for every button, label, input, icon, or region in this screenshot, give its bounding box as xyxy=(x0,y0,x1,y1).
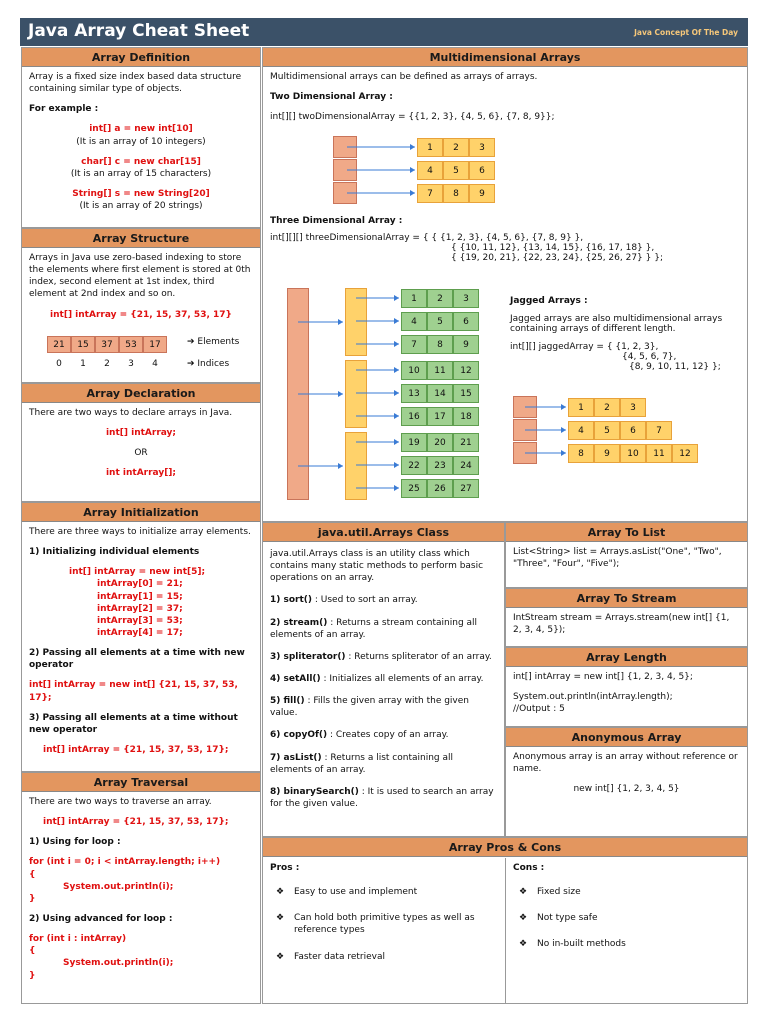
length-code: //Output : 5 xyxy=(513,704,565,715)
array-to-stream-section xyxy=(505,588,748,647)
code-line: for (int i : intArray) xyxy=(29,934,127,945)
value-cell: 9 xyxy=(453,335,479,354)
element-cell: 53 xyxy=(119,336,143,353)
method-heading: 3) Passing all elements at a time without new operator xyxy=(29,712,238,735)
value-cell: 12 xyxy=(453,361,479,380)
value-cell: 3 xyxy=(620,398,646,417)
code-line: intArray[4] = 17; xyxy=(97,627,183,638)
method-heading: 1) Using for loop : xyxy=(29,837,121,848)
code-line: { xyxy=(29,869,36,880)
pros-cons-section xyxy=(262,837,748,1004)
pros-item: ❖ Faster data retrieval xyxy=(294,951,498,963)
declaration-option: int intArray[]; xyxy=(105,468,177,479)
value-cell: 20 xyxy=(427,433,453,452)
three-dim-label: Three Dimensional Array : xyxy=(270,216,403,226)
method-heading: 1) Initializing individual elements xyxy=(29,547,200,558)
two-dim-label: Two Dimensional Array : xyxy=(270,92,393,103)
value-cell: 18 xyxy=(453,407,479,426)
or-label: OR xyxy=(134,448,148,459)
value-cell: 4 xyxy=(568,421,594,440)
anonymous-text: Anonymous array is an array without reference or name. xyxy=(513,752,738,775)
section-header: Array Length xyxy=(506,648,747,667)
method-item xyxy=(270,651,497,663)
section-header: Array To Stream xyxy=(506,589,747,608)
method-name: 2) stream() xyxy=(270,617,328,628)
method-desc: : Fills the given array with the given value. xyxy=(270,696,470,719)
page-subtitle: Java Concept Of The Day xyxy=(634,28,738,37)
code-line: int[] intArray = {21, 15, 37, 53, 17}; xyxy=(43,744,229,755)
value-cell: 6 xyxy=(453,312,479,331)
multi-text: Multidimensional arrays can be defined as arrays of arrays. xyxy=(270,72,538,82)
jagged-label: Jagged Arrays : xyxy=(510,296,588,306)
method-item xyxy=(270,594,497,606)
three-dim-code: int[][][] threeDimensionalArray = { { {1, 2, 3}, {4, 5, 6}, {7, 8, 9} }, xyxy=(270,233,584,243)
method-name: 8) binarySearch() xyxy=(270,786,359,797)
cons-item: ❖ No in-built methods xyxy=(537,938,741,950)
array-structure-section xyxy=(21,228,261,383)
value-cell: 7 xyxy=(646,421,672,440)
section-header: Array Initialization xyxy=(22,503,260,522)
value-cell: 9 xyxy=(594,444,620,463)
jagged-code: int[][] jaggedArray = { {1, 2, 3}, xyxy=(510,342,659,352)
value-cell: 11 xyxy=(646,444,672,463)
method-heading: 2) Passing all elements at a time with new operator xyxy=(29,648,245,671)
section-header: Array Traversal xyxy=(22,773,260,792)
structure-code: int[] intArray = {21, 15, 37, 53, 17} xyxy=(50,309,232,320)
pros-label: Pros : xyxy=(270,863,300,873)
value-cell: 4 xyxy=(417,161,443,180)
element-cell: 21 xyxy=(47,336,71,353)
pros-item: ❖ Can hold both primitive types as well as reference types xyxy=(294,912,498,936)
declaration-option: int[] intArray; xyxy=(105,428,177,439)
method-item xyxy=(270,673,497,685)
value-cell: 1 xyxy=(568,398,594,417)
value-cell: 11 xyxy=(427,361,453,380)
value-cell: 26 xyxy=(427,479,453,498)
value-cell: 10 xyxy=(401,361,427,380)
value-cell: 10 xyxy=(620,444,646,463)
example-note: (It is an array of 15 characters) xyxy=(70,168,212,179)
section-header: Array Structure xyxy=(22,229,260,248)
array-length-section xyxy=(505,647,748,727)
method-item xyxy=(270,786,497,810)
code-line: { xyxy=(29,946,36,957)
elements-label: ➔ Elements xyxy=(187,337,240,347)
arrow-head xyxy=(561,450,566,456)
value-cell: 17 xyxy=(427,407,453,426)
code-line: } xyxy=(29,970,36,981)
section-header: Anonymous Array xyxy=(506,728,747,747)
value-cell: 14 xyxy=(427,384,453,403)
method-name: 1) sort() xyxy=(270,595,313,606)
element-cell: 15 xyxy=(71,336,95,353)
two-dim-code: int[][] twoDimensionalArray = {{1, 2, 3}, {4, 5, 6}, {7, 8, 9}}; xyxy=(270,112,555,123)
three-dim-code: { {10, 11, 12}, {13, 14, 15}, {16, 17, 18} }, xyxy=(451,243,655,253)
section-header: java.util.Arrays Class xyxy=(263,523,504,542)
value-cell: 8 xyxy=(443,184,469,203)
array-definition-section xyxy=(21,47,261,228)
value-cell: 2 xyxy=(443,138,469,157)
method-desc: : Returns a list containing all elements of an array. xyxy=(270,752,453,775)
value-cell: 2 xyxy=(427,289,453,308)
arrows xyxy=(263,48,749,518)
value-cell: 23 xyxy=(427,456,453,475)
method-heading: 2) Using advanced for loop : xyxy=(29,913,173,924)
to-list-code: List<String> list = Arrays.asList("One", "Two", "Three", "Four", "Five"); xyxy=(513,547,722,570)
method-item xyxy=(270,695,497,719)
method-desc: : Initializes all elements of an array. xyxy=(320,673,484,684)
value-cell: 4 xyxy=(401,312,427,331)
value-cell: 15 xyxy=(453,384,479,403)
value-cell: 9 xyxy=(469,184,495,203)
index-label: 2 xyxy=(104,359,110,369)
code-line: int[] intArray = {21, 15, 37, 53, 17}; xyxy=(43,817,229,828)
element-cell: 17 xyxy=(143,336,167,353)
value-cell: 24 xyxy=(453,456,479,475)
section-header: Array Declaration xyxy=(22,384,260,403)
method-desc: : Returns a stream containing all elements of an array. xyxy=(270,617,478,640)
method-item xyxy=(270,729,497,741)
value-cell: 3 xyxy=(453,289,479,308)
value-cell: 1 xyxy=(417,138,443,157)
section-header: Array To List xyxy=(506,523,747,542)
section-header: Array Pros & Cons xyxy=(263,838,747,857)
code-line: System.out.println(i); xyxy=(63,958,174,969)
page-title: Java Array Cheat Sheet xyxy=(28,21,250,41)
jagged-code: {4, 5, 6, 7}, xyxy=(622,352,677,362)
value-cell: 7 xyxy=(401,335,427,354)
code-line: intArray[3] = 53; xyxy=(97,615,183,626)
declaration-text: There are two ways to declare arrays in Java. xyxy=(29,408,233,418)
value-cell: 2 xyxy=(594,398,620,417)
method-name: 6) copyOf() xyxy=(270,730,328,741)
code-line: intArray[1] = 15; xyxy=(97,591,183,602)
value-cell: 19 xyxy=(401,433,427,452)
index-label: 4 xyxy=(152,359,158,369)
cons-item: ❖ Not type safe xyxy=(537,912,741,924)
code-line: for (int i = 0; i < intArray.length; i++) xyxy=(29,857,221,868)
value-cell: 5 xyxy=(427,312,453,331)
anonymous-array-section xyxy=(505,727,748,837)
array-traversal-section xyxy=(21,772,261,1004)
value-cell: 8 xyxy=(427,335,453,354)
method-name: 4) setAll() xyxy=(270,673,321,684)
example-label: For example : xyxy=(29,104,99,115)
code-line: int[] intArray = new int[5]; xyxy=(69,567,206,578)
element-cell: 37 xyxy=(95,336,119,353)
code-line: } xyxy=(29,893,36,904)
value-cell: 3 xyxy=(469,138,495,157)
structure-text: Arrays in Java use zero-based indexing to store the elements where first element is stored at 0th index, second element at 1st index, third element at 2nd index and so on. xyxy=(29,253,251,300)
value-cell: 7 xyxy=(417,184,443,203)
array-declaration-section xyxy=(21,383,261,502)
method-item xyxy=(270,617,497,641)
section-header: Array Definition xyxy=(22,48,260,67)
value-cell: 5 xyxy=(443,161,469,180)
definition-text: Array is a fixed size index based data structure containing similar type of objects. xyxy=(29,72,242,95)
code-line: intArray[2] = 37; xyxy=(97,603,183,614)
example-note: (It is an array of 20 strings) xyxy=(79,201,203,212)
indices-label: ➔ Indices xyxy=(187,359,230,369)
method-desc: : Used to sort an array. xyxy=(312,595,418,606)
length-code: System.out.println(intArray.length); xyxy=(513,692,673,703)
code-line: int[] intArray = new int[] {21, 15, 37, 53, 17}; xyxy=(29,680,238,703)
arrays-class-section xyxy=(262,522,505,837)
arrays-class-text: java.util.Arrays class is an utility class which contains many static methods to perform basic operations on an array. xyxy=(270,549,484,584)
anonymous-code: new int[] {1, 2, 3, 4, 5} xyxy=(573,784,680,795)
value-cell: 21 xyxy=(453,433,479,452)
example-code: int[] a = new int[10] xyxy=(89,124,193,135)
value-cell: 27 xyxy=(453,479,479,498)
method-desc: : Returns spliterator of an array. xyxy=(345,651,492,662)
jagged-diagram xyxy=(263,48,749,518)
cons-item: ❖ Fixed size xyxy=(537,886,741,898)
array-initialization-section xyxy=(21,502,261,772)
array-to-list-section xyxy=(505,522,748,588)
cons-label: Cons : xyxy=(513,863,545,873)
method-desc: : Creates copy of an array. xyxy=(327,730,449,741)
value-cell: 13 xyxy=(401,384,427,403)
value-cell: 1 xyxy=(401,289,427,308)
value-cell: 16 xyxy=(401,407,427,426)
multidimensional-section xyxy=(262,47,748,522)
method-name: 3) spliterator() xyxy=(270,651,346,662)
value-cell: 5 xyxy=(594,421,620,440)
index-label: 3 xyxy=(128,359,134,369)
section-header: Multidimensional Arrays xyxy=(263,48,747,67)
arrow-head xyxy=(561,404,566,410)
initialization-text: There are three ways to initialize array elements. xyxy=(29,527,251,537)
to-stream-code: IntStream stream = Arrays.stream(new int[] {1, 2, 3, 4, 5}); xyxy=(513,613,730,636)
arrow-head xyxy=(561,427,566,433)
three-dim-code: { {19, 20, 21}, {22, 23, 24}, {25, 26, 27} } }; xyxy=(451,253,663,263)
method-desc: : It is used to search an array for the given value. xyxy=(270,786,494,809)
index-label: 1 xyxy=(80,359,86,369)
value-cell: 6 xyxy=(469,161,495,180)
example-code: String[] s = new String[20] xyxy=(72,188,210,199)
length-code: int[] intArray = new int[] {1, 2, 3, 4, 5}; xyxy=(513,672,693,682)
value-cell: 6 xyxy=(620,421,646,440)
traversal-text: There are two ways to traverse an array. xyxy=(29,797,212,807)
code-line: System.out.println(i); xyxy=(63,881,174,892)
example-note: (It is an array of 10 integers) xyxy=(76,136,206,147)
jagged-text: Jagged arrays are also multidimensional arrays containing arrays of different length. xyxy=(510,314,723,334)
code-line: intArray[0] = 21; xyxy=(97,579,183,590)
value-cell: 22 xyxy=(401,456,427,475)
index-label: 0 xyxy=(56,359,62,369)
value-cell: 12 xyxy=(672,444,698,463)
value-cell: 25 xyxy=(401,479,427,498)
title-bar xyxy=(20,18,748,46)
method-name: 5) fill() xyxy=(270,696,305,707)
value-cell: 8 xyxy=(568,444,594,463)
example-code: char[] c = new char[15] xyxy=(81,156,201,167)
jagged-code: {8, 9, 10, 11, 12} }; xyxy=(629,362,721,372)
element-cells xyxy=(47,336,247,376)
method-item xyxy=(270,752,497,776)
pros-item: ❖ Easy to use and implement xyxy=(294,886,498,898)
method-name: 7) asList() xyxy=(270,752,322,763)
